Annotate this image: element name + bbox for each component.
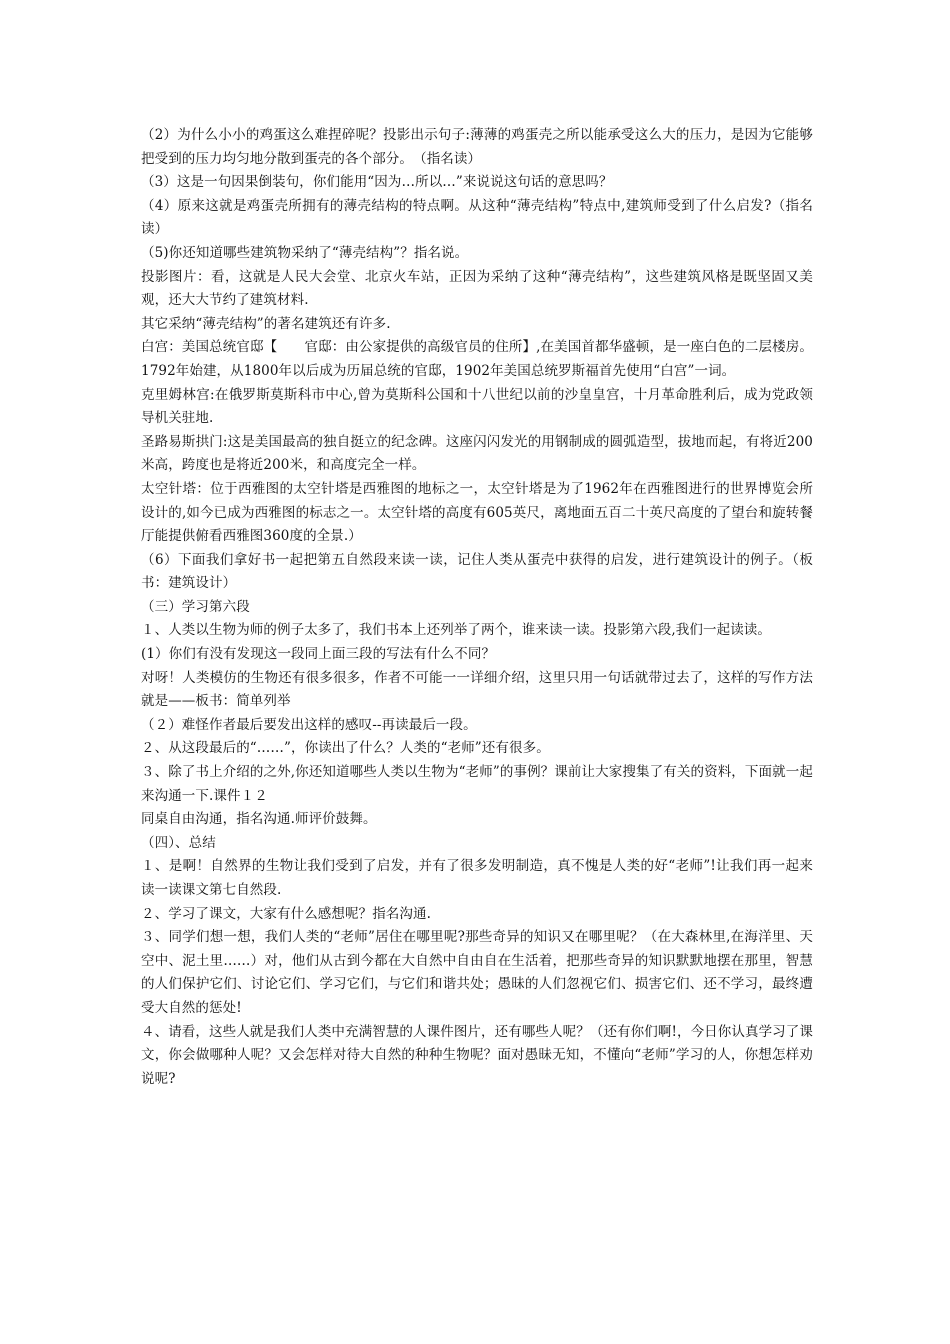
paragraph: （2）为什么小小的鸡蛋这么难捏碎呢？投影出示句子:薄薄的鸡蛋壳之所以能承受这么大的压力，是因为它能够把受到的压力均匀地分散到蛋壳的各个部分。 （指名读） — [141, 127, 813, 167]
paragraph: （4）原来这就是鸡蛋壳所拥有的薄壳结构的特点啊。从这种“薄壳结构”特点中,建筑师受到了什么启发?（指名读） — [141, 197, 813, 238]
paragraph: （２）难怪作者最后要发出这样的感叹--再读最后一段。 — [141, 716, 477, 733]
paragraph: （5)你还知道哪些建筑物采纳了“薄壳结构”？指名说。 — [141, 244, 469, 261]
paragraph: ３、同学们想一想，我们人类的“老师”居住在哪里呢?那些奇异的知识又在哪里呢？（在大森林里,在海洋里、天空中、泥土里……）对，他们从古到今都在大自然中自由自在生活着，把那些奇异的知识默默地摆在那里，智慧的人们保护它们、讨论它们、学习它们，与它们和谐共处；愚昧的人们忽视它们、损害它们、还不学习，最终遭受大自然的惩处! — [141, 929, 813, 1016]
paragraph: 其它采纳“薄壳结构”的著名建筑还有许多. — [141, 315, 391, 332]
paragraph: ２、从这段最后的“……”，你读出了什么？人类的“老师”还有很多。 — [141, 740, 550, 757]
paragraph: 圣路易斯拱门:这是美国最高的独自挺立的纪念碑。这座闪闪发光的用钢制成的圆弧造型，拔地而起，有将近200米高，跨度也是将近200米，和高度完全一样。 — [141, 433, 813, 474]
paragraph: 克里姆林宫:在俄罗斯莫斯科市中心,曾为莫斯科公国和十八世纪以前的沙皇皇宫，十月革命胜利后，成为党政领导机关驻地. — [141, 386, 813, 427]
paragraph: (1）你们有没有发现这一段同上面三段的写法有什么不同？ — [141, 646, 496, 663]
paragraph: （3）这是一句因果倒装句，你们能用“因为…所以…”来说说这句话的意思吗？ — [141, 174, 613, 191]
section-heading: （四）、总结 — [141, 834, 216, 851]
document-body — [141, 124, 813, 1091]
paragraph: １、人类以生物为师的例子太多了，我们书本上还列举了两个，谁来读一读。投影第六段,我们一起读读。 — [141, 622, 771, 639]
paragraph: ４、请看，这些人就是我们人类中充满智慧的人课件图片，还有哪些人呢？（还有你们啊!，今日你认真学习了课文，你会做哪种人呢？又会怎样对待大自然的种种生物呢？面对愚昧无知，不懂向“老师”学习的人，你想怎样劝说呢? — [141, 1023, 813, 1087]
paragraph: （6）下面我们拿好书一起把第五自然段来读一读，记住人类从蛋壳中获得的启发，进行建筑设计的例子。（板书：建筑设计） — [141, 551, 813, 592]
paragraph: ３、除了书上介绍的之外,你还知道哪些人类以生物为“老师”的事例？课前让大家搜集了有关的资料，下面就一起来沟通一下.课件１２ — [141, 764, 813, 804]
paragraph: １、是啊！自然界的生物让我们受到了启发，并有了很多发明制造，真不愧是人类的好“老师”!让我们再一起来读一读课文第七自然段. — [141, 858, 813, 898]
paragraph: 同桌自由沟通，指名沟通.师评价鼓舞。 — [141, 811, 377, 828]
section-heading: （三）学习第六段 — [141, 598, 250, 615]
paragraph: 投影图片：看，这就是人民大会堂、北京火车站，正因为采纳了这种“薄壳结构”，这些建筑风格是既坚固又美观，还大大节约了建筑材料. — [141, 268, 813, 309]
paragraph: 白宫：美国总统官邸【 官邸：由公家提供的高级官员的住所】,在美国首都华盛顿，是一座白色的二层楼房。1792年始建，从1800年以后成为历届总统的官邸，1902年美国总统罗斯福首先使用“白宫”一词。 — [141, 339, 813, 379]
paragraph: 对呀！人类模仿的生物还有很多很多，作者不可能一一详细介绍，这里只用一句话就带过去了，这样的写作方法就是——板书：简单列举 — [141, 669, 813, 710]
paragraph: 太空针塔：位于西雅图的太空针塔是西雅图的地标之一，太空针塔是为了1962年在西雅图进行的世界博览会所设计的,如今已成为西雅图的标志之一。太空针塔的高度有605英尺，离地面五百二十英尺高度的了望台和旋转餐厅能提供俯看西雅图360度的全景.） — [141, 480, 813, 545]
paragraph: ２、学习了课文，大家有什么感想呢？指名沟通. — [141, 905, 431, 922]
